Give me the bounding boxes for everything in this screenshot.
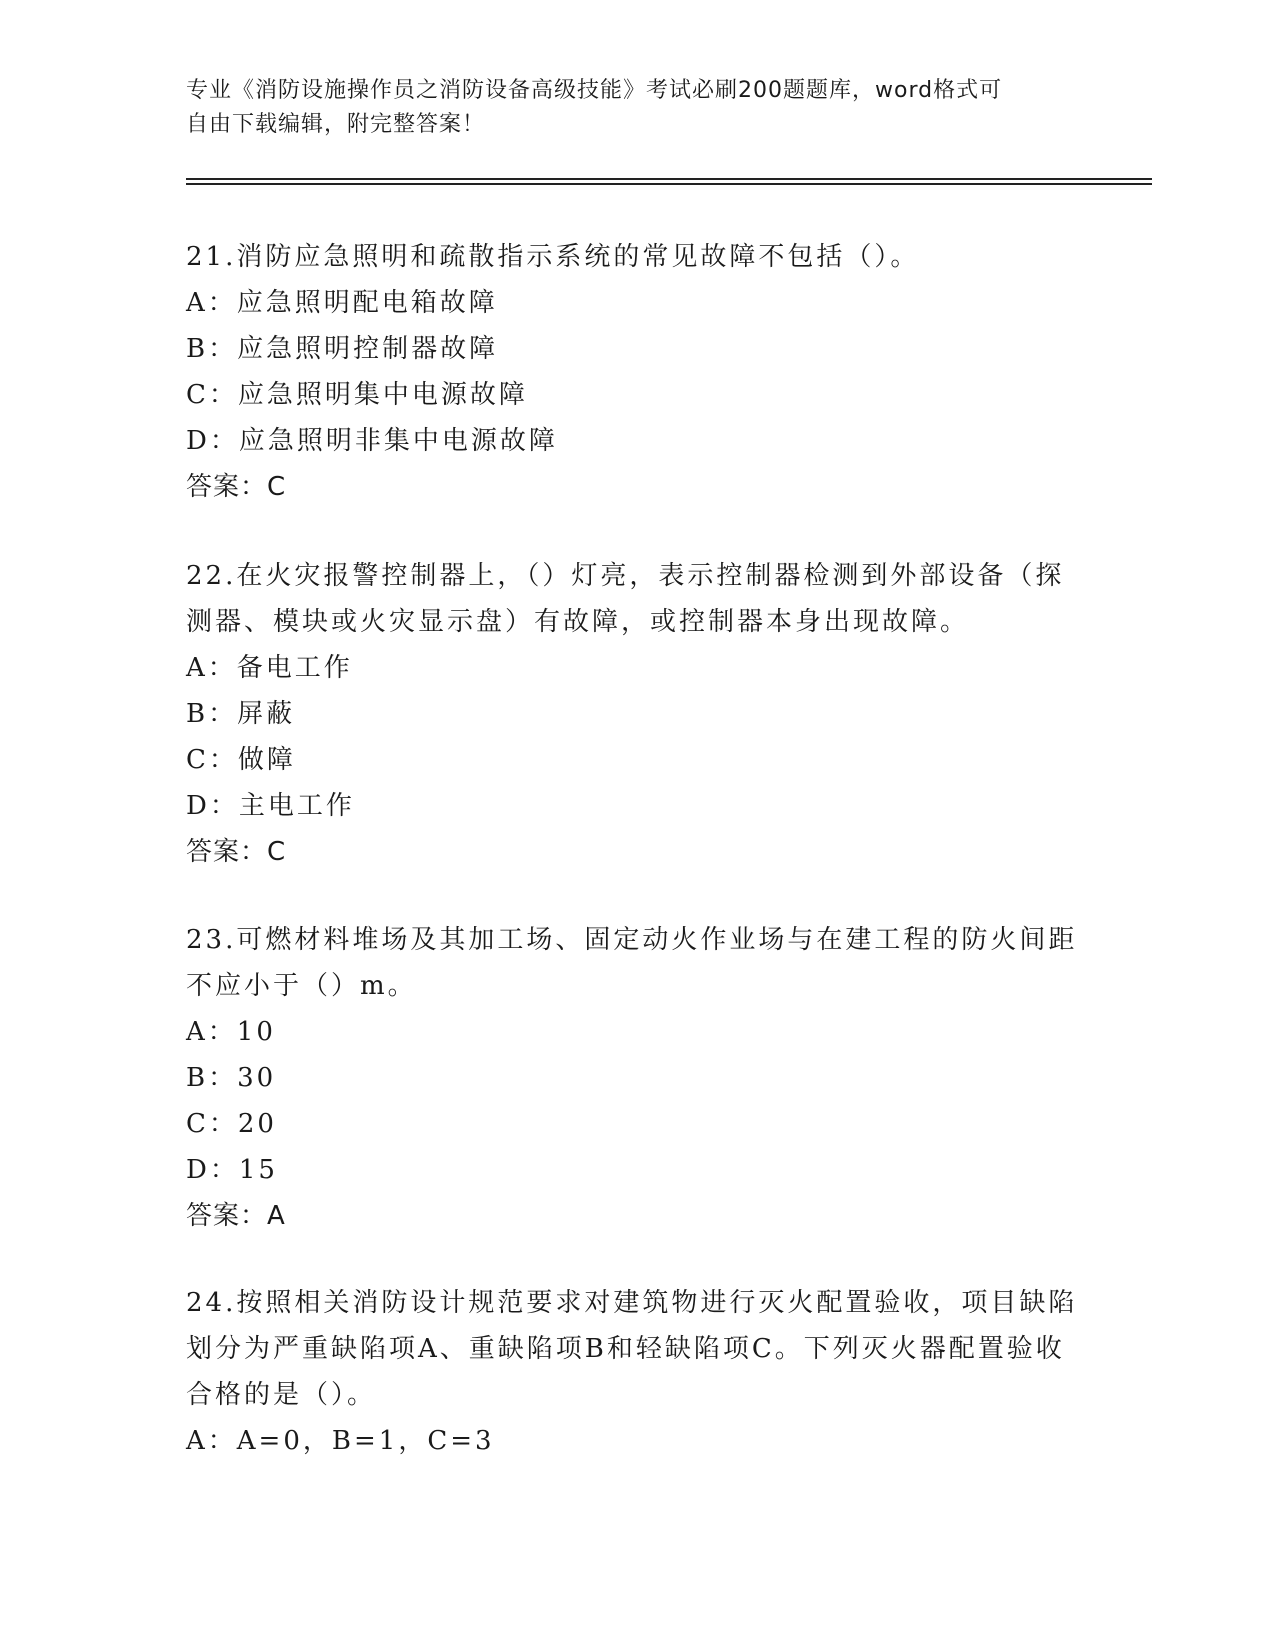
question-text-cont-2: 合格的是（）。	[186, 1380, 377, 1410]
question-22	[186, 553, 1086, 875]
option-a: A：10	[186, 1017, 276, 1047]
question-text-cont: 测器、模块或火灾显示盘）有故障，或控制器本身出现故障。	[186, 607, 970, 637]
question-text: 23.可燃材料堆场及其加工场、固定动火作业场与在建工程的防火间距	[186, 925, 1078, 955]
answer: 答案：C	[186, 837, 287, 867]
question-text: 24.按照相关消防设计规范要求对建筑物进行灭火配置验收，项目缺陷	[186, 1288, 1078, 1318]
header-divider-top	[186, 178, 1152, 180]
question-text: 21.消防应急照明和疏散指示系统的常见故障不包括（）。	[186, 242, 920, 272]
option-c: C：应急照明集中电源故障	[186, 380, 528, 410]
option-b: B：30	[186, 1063, 277, 1093]
option-d: D：主电工作	[186, 791, 355, 821]
question-23	[186, 917, 1086, 1239]
question-text: 22.在火灾报警控制器上，（）灯亮，表示控制器检测到外部设备（探	[186, 561, 1065, 591]
question-24	[186, 1280, 1086, 1464]
document-header	[186, 74, 1066, 142]
option-b: B：屏蔽	[186, 699, 296, 729]
option-a: A：备电工作	[186, 653, 353, 683]
answer: 答案：A	[186, 1201, 286, 1231]
header-divider-bottom	[186, 183, 1152, 185]
option-c: C：做障	[186, 745, 296, 775]
option-a: A：A=0，B=1，C=3	[186, 1426, 495, 1456]
question-21	[186, 234, 1086, 510]
header-line-2: 自由下载编辑，附完整答案！	[186, 112, 486, 137]
option-d: D：应急照明非集中电源故障	[186, 426, 558, 456]
option-b: B：应急照明控制器故障	[186, 334, 499, 364]
answer: 答案：C	[186, 472, 287, 502]
header-line-1: 专业《消防设施操作员之消防设备高级技能》考试必刷200题题库，word格式可	[186, 78, 1003, 103]
option-d: D：15	[186, 1155, 278, 1185]
question-text-cont: 划分为严重缺陷项A、重缺陷项B和轻缺陷项C。下列灭火器配置验收	[186, 1334, 1065, 1364]
option-a: A：应急照明配电箱故障	[186, 288, 498, 318]
question-text-cont: 不应小于（）m。	[186, 971, 417, 1001]
option-c: C：20	[186, 1109, 277, 1139]
